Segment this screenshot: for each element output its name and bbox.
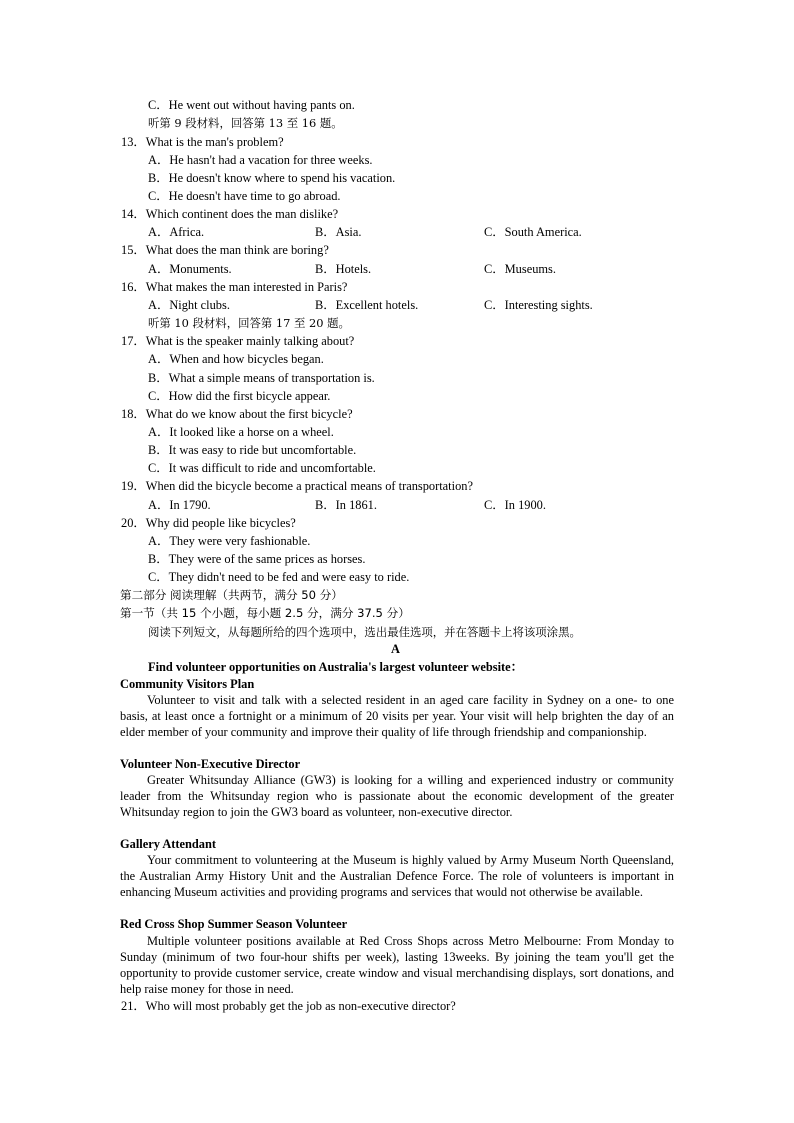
q16-option-b: B．Excellent hotels. — [315, 298, 419, 312]
ad-2-body-text: Greater Whitsunday Alliance (GW3) is looking for a willing and experienced industry or community leader from the Whitsunday region who is passionate about the economic development of the greater Whitsunday region to join the GW3 board as volunteer, non-executive director. — [120, 773, 674, 819]
ad-4-body — [120, 933, 674, 997]
ad-4-heading: Red Cross Shop Summer Season Volunteer — [120, 917, 348, 931]
q20-stem: 20．Why did people like bicycles? — [121, 516, 296, 530]
q13-stem: 13．What is the man's problem? — [121, 135, 284, 149]
q15-option-a: A．Monuments. — [148, 262, 232, 276]
part-2-title: 第二部分 阅读理解（共两节，满分 50 分） — [120, 588, 343, 602]
q16-stem: 16．What makes the man interested in Paris? — [121, 280, 348, 294]
q19-options — [148, 497, 648, 515]
q12-option-c: C．He went out without having pants on. — [148, 98, 355, 112]
ad-1-body — [120, 692, 674, 740]
q21-stem: 21．Who will most probably get the job as non-executive director? — [121, 999, 456, 1013]
q14-option-c: C．South America. — [484, 225, 582, 239]
q14-option-a: A．Africa. — [148, 225, 205, 239]
q16-option-a: A．Night clubs. — [148, 298, 230, 312]
q18-option-a: A．It looked like a horse on a wheel. — [148, 425, 334, 439]
q18-option-c: C．It was difficult to ride and uncomfortable. — [148, 461, 376, 475]
passage-title: Find volunteer opportunities on Australia's largest volunteer website： — [148, 660, 524, 674]
ad-3-heading: Gallery Attendant — [120, 837, 217, 851]
ad-3-body-text: Your commitment to volunteering at the Museum is highly valued by Army Museum North Queensland, the Australian Army History Unit and the Australian Defence Force. The role of volunteers is important in enhancing Museum activities and providing programs and services that would not otherwise be available. — [120, 853, 674, 899]
q20-option-c: C．They didn't need to be fed and were easy to ride. — [148, 570, 410, 584]
q18-stem: 18．What do we know about the first bicycle? — [121, 407, 353, 421]
q14-options — [148, 224, 648, 242]
section-1-title: 第一节（共 15 个小题，每小题 2.5 分，满分 37.5 分） — [120, 606, 410, 620]
ad-3-body — [120, 852, 674, 900]
section-9-instruction: 听第 9 段材料，回答第 13 至 16 题。 — [148, 116, 343, 130]
q13-option-c: C．He doesn't have time to go abroad. — [148, 189, 341, 203]
ad-1-body-text: Volunteer to visit and talk with a selected resident in an aged care facility in Sydney on a one- to one basis, at least once a fortnight or a minimum of 20 visits per year. Your visit will help brighten the day of an elder member of your community and improve their quality of life through friendship and companionship. — [120, 693, 674, 739]
q20-option-b: B．They were of the same prices as horses. — [148, 552, 366, 566]
ad-4-body-text: Multiple volunteer positions available at Red Cross Shops across Metro Melbourne: From Monday to Sunday (minimum of two four-hour shifts per week), lasting 13weeks. By joining the team you'll get the opportunity to provide customer service, create window and visual merchandising displays, sort donations, and help raise money for those in need. — [120, 934, 674, 996]
q15-option-b: B．Hotels. — [315, 262, 372, 276]
q13-option-b: B．He doesn't know where to spend his vacation. — [148, 171, 396, 185]
reading-instruction: 阅读下列短文，从每题所给的四个选项中，选出最佳选项，并在答题卡上将该项涂黑。 — [148, 625, 581, 639]
ad-2-body — [120, 772, 674, 820]
passage-letter: A — [391, 642, 400, 656]
q19-option-b: B．In 1861. — [315, 498, 377, 512]
q18-option-b: B．It was easy to ride but uncomfortable. — [148, 443, 357, 457]
q15-stem: 15．What does the man think are boring? — [121, 243, 329, 257]
q14-stem: 14．Which continent does the man dislike? — [121, 207, 339, 221]
q19-option-a: A．In 1790. — [148, 498, 211, 512]
q17-stem: 17．What is the speaker mainly talking about? — [121, 334, 355, 348]
ad-2-heading: Volunteer Non-Executive Director — [120, 757, 301, 771]
q14-option-b: B．Asia. — [315, 225, 362, 239]
q17-option-a: A．When and how bicycles began. — [148, 352, 324, 366]
q17-option-c: C．How did the first bicycle appear. — [148, 389, 331, 403]
section-10-instruction: 听第 10 段材料，回答第 17 至 20 题。 — [148, 316, 350, 330]
q16-options — [148, 297, 648, 315]
ad-1-heading: Community Visitors Plan — [120, 677, 255, 691]
q17-option-b: B．What a simple means of transportation is. — [148, 371, 375, 385]
q15-options — [148, 261, 648, 279]
q19-stem: 19．When did the bicycle become a practical means of transportation? — [121, 479, 473, 493]
q16-option-c: C．Interesting sights. — [484, 298, 593, 312]
q19-option-c: C．In 1900. — [484, 498, 546, 512]
q15-option-c: C．Museums. — [484, 262, 556, 276]
q13-option-a: A．He hasn't had a vacation for three weeks. — [148, 153, 373, 167]
q20-option-a: A．They were very fashionable. — [148, 534, 311, 548]
